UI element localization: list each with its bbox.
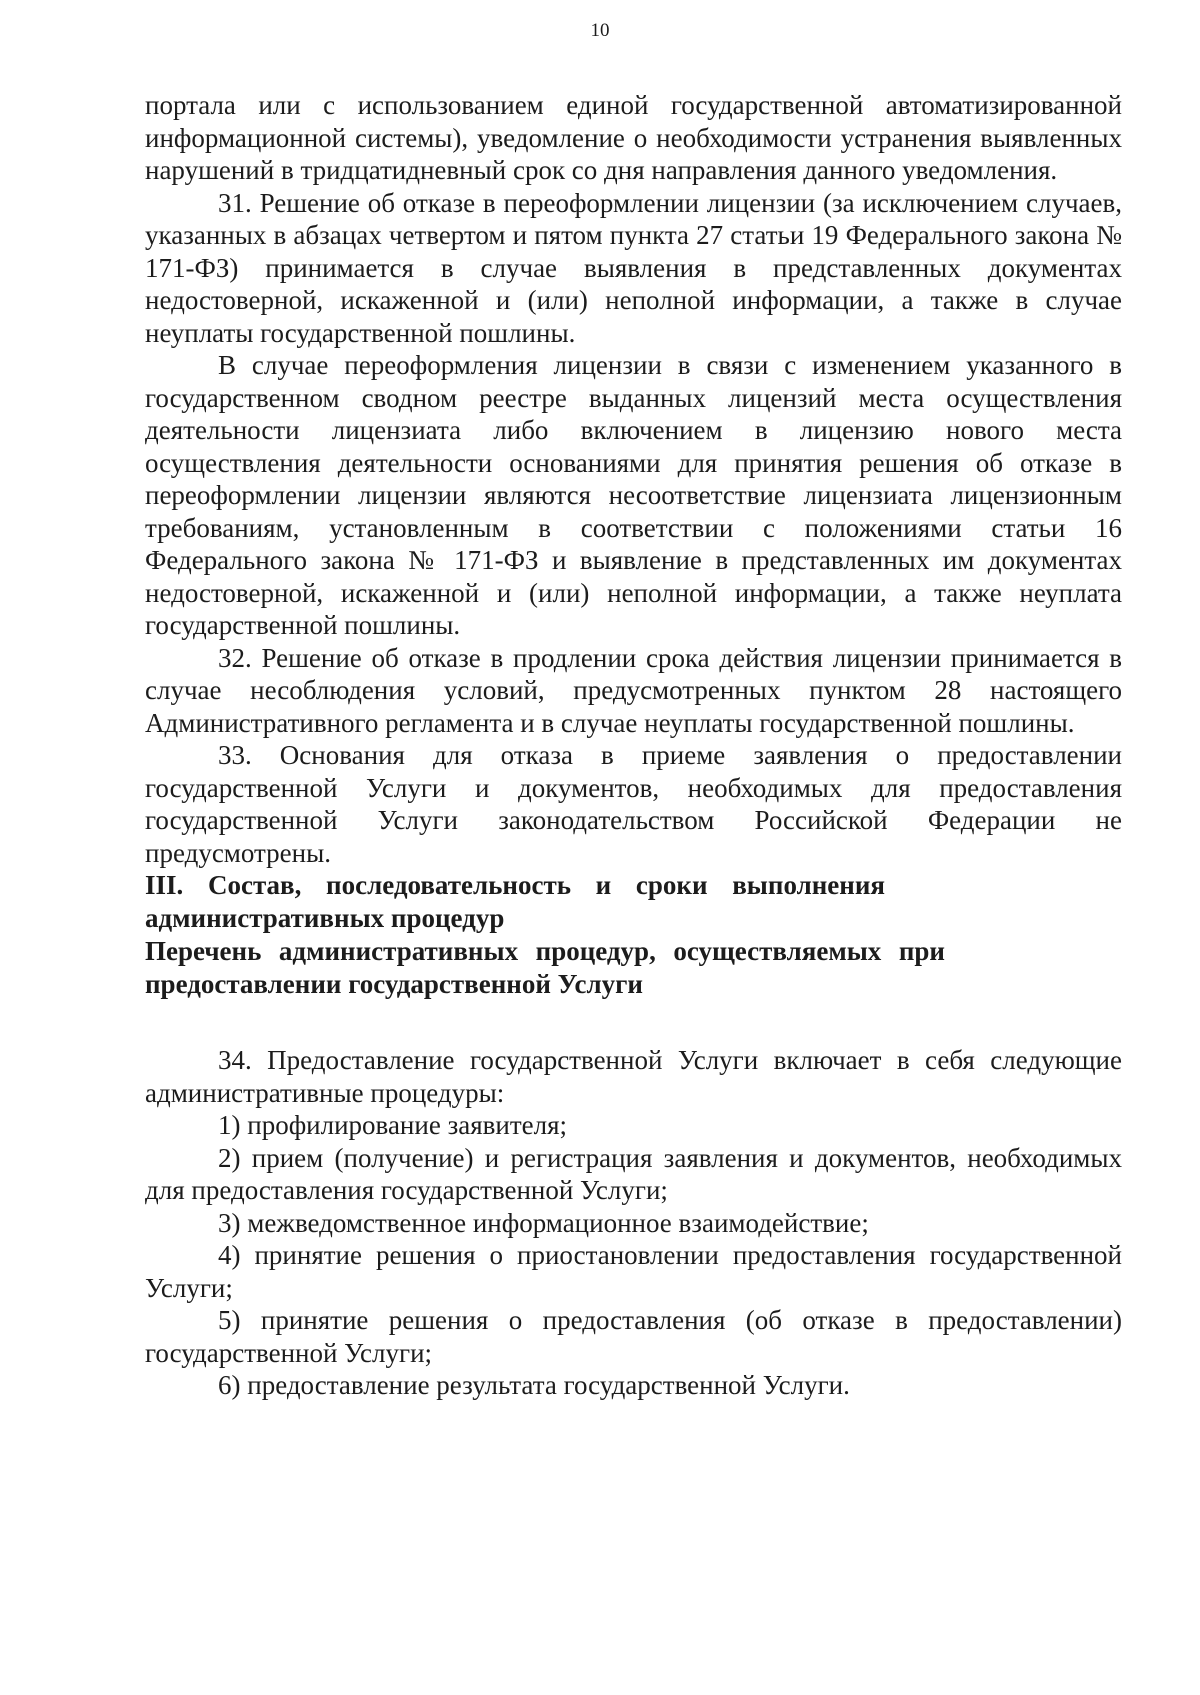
paragraph-continued: портала или с использованием единой государственной автоматизированной информационной системы), уведомление о необходимости устранения выявленных нарушений в тридцатидневный срок со дня направления данного уведомления. bbox=[145, 90, 1122, 185]
paragraph-31-continued: В случае переоформления лицензии в связи с изменением указанного в государственном сводном реестре выданных лицензий места осуществления деятельности лицензиата либо включением в лицензию нового места осуществления деятельности основаниями для принятия решения об отказе в переоформлении лицензии являются несоответствие лицензиата лицензионным требованиям, установленным в соответствии с положениями статьи 16 Федерального закона № 171-ФЗ и выявление в представленных им документах недостоверной, искаженной и (или) неполной информации, а также неуплата государственной пошлины. bbox=[145, 350, 1122, 640]
list-item: 1) профилирование заявителя; bbox=[218, 1110, 568, 1140]
document-body bbox=[145, 89, 1122, 1402]
section-heading: III. Состав, последовательность и сроки выполнения административных процедур bbox=[145, 870, 885, 933]
page-number: 10 bbox=[590, 20, 610, 41]
list-item: 4) принятие решения о приостановлении предоставления государственной Услуги; bbox=[145, 1240, 1122, 1303]
paragraph-33: 33. Основания для отказа в приеме заявления о предоставлении государственной Услуги и документов, необходимых для предоставления государственной Услуги законодательством Российской Федерации не предусмотрены. bbox=[145, 740, 1122, 868]
list-item: 3) межведомственное информационное взаимодействие; bbox=[218, 1207, 869, 1238]
subsection-heading: Перечень административных процедур, осуществляемых при предоставлении государственной Услуги bbox=[145, 936, 945, 999]
paragraph-31: 31. Решение об отказе в переоформлении лицензии (за исключением случаев, указанных в абзацах четвертом и пятом пункта 27 статьи 19 Федерального закона № 171-ФЗ) принимается в случае выявления в представленных документах недостоверной, искаженной и (или) неполной информации, а также в случае неуплаты государственной пошлины. bbox=[145, 187, 1122, 348]
list-item: 2) прием (получение) и регистрация заявления и документов, необходимых для предоставления государственной Услуги; bbox=[145, 1142, 1122, 1205]
list-item: 6) предоставление результата государственной Услуги. bbox=[218, 1370, 850, 1400]
paragraph-34: 34. Предоставление государственной Услуги включает в себя следующие административные процедуры: bbox=[145, 1045, 1122, 1108]
list-item: 5) принятие решения о предоставления (об отказе в предоставлении) государственной Услуги; bbox=[145, 1305, 1122, 1368]
paragraph-32: 32. Решение об отказе в продлении срока действия лицензии принимается в случае несоблюдения условий, предусмотренных пунктом 28 настоящего Административного регламента и в случае неуплаты государственной пошлины. bbox=[145, 642, 1122, 738]
